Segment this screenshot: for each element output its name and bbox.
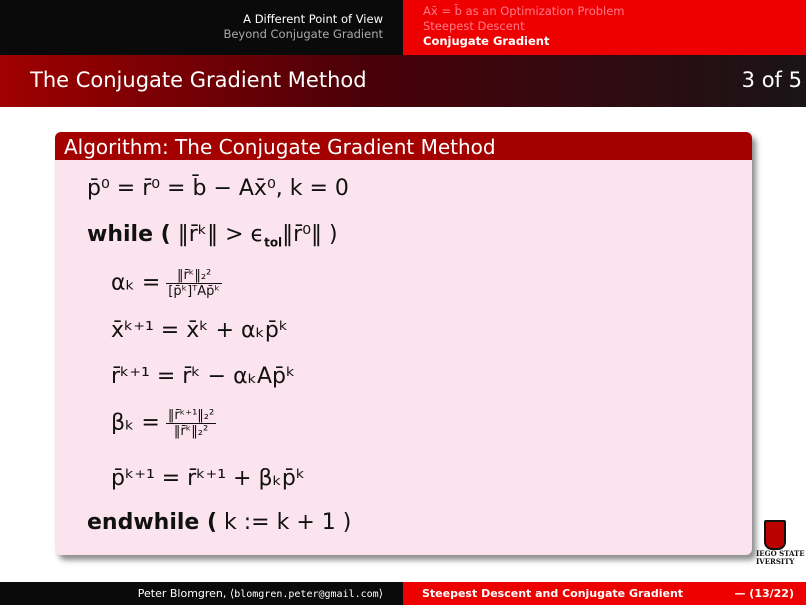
section-current[interactable]: A Different Point of View	[243, 12, 383, 26]
subsection-conjugate-gradient[interactable]: Conjugate Gradient	[423, 34, 550, 48]
subsection-optimization[interactable]: Ax̄ = b̄ as an Optimization Problem	[423, 4, 625, 18]
tol-subscript: tol	[264, 235, 283, 250]
beta-denominator: ‖r̄ᵏ‖₂²	[173, 424, 209, 439]
beta-line	[111, 408, 216, 439]
r-update-line: r̄ᵏ⁺¹ = r̄ᵏ − αₖAp̄ᵏ	[111, 364, 296, 389]
alpha-denominator: [p̄ᵏ]ᵀAp̄ᵏ	[168, 284, 220, 299]
init-line: p̄⁰ = r̄⁰ = b̄ − Ax̄⁰, k = 0	[87, 176, 349, 201]
endwhile-expression: k := k + 1 )	[217, 510, 352, 535]
presentation-title: Steepest Descent and Conjugate Gradient	[422, 587, 684, 600]
university-logo	[756, 520, 806, 566]
footer-author	[0, 582, 403, 605]
frame-page: 3 of 5	[741, 68, 802, 92]
slide-number: — (13/22)	[734, 587, 794, 600]
algorithm-title: Algorithm: The Conjugate Gradient Method	[55, 132, 752, 160]
beta-lhs: βₖ =	[111, 410, 160, 436]
footer-title	[403, 582, 806, 605]
beta-numerator: ‖r̄ᵏ⁺¹‖₂²	[167, 408, 215, 423]
alpha-numerator: ‖r̄ᵏ‖₂²	[166, 268, 222, 284]
endwhile-line	[87, 510, 351, 535]
endwhile-keyword: endwhile (	[87, 510, 218, 535]
while-condition-end: ‖r̄⁰‖ )	[282, 222, 338, 247]
header-sections	[0, 0, 403, 55]
alpha-lhs: αₖ =	[111, 270, 161, 296]
logo-text: IEGO STATE IVERSITY	[756, 549, 805, 566]
while-line	[87, 222, 338, 249]
alpha-fraction	[166, 268, 222, 299]
while-condition: ‖r̄ᵏ‖ > ϵ	[170, 222, 265, 247]
author-name: Peter Blomgren, ⟨	[137, 587, 235, 600]
frame-titlebar	[0, 55, 806, 107]
author-email: blomgren.peter@gmail.com	[234, 589, 379, 600]
beta-fraction	[166, 408, 216, 439]
x-update-line: x̄ᵏ⁺¹ = x̄ᵏ + αₖp̄ᵏ	[111, 318, 289, 343]
frame-title: The Conjugate Gradient Method	[30, 68, 367, 92]
subsection-steepest-descent[interactable]: Steepest Descent	[423, 19, 525, 33]
p-update-line: p̄ᵏ⁺¹ = r̄ᵏ⁺¹ + βₖp̄ᵏ	[111, 466, 306, 491]
section-other[interactable]: Beyond Conjugate Gradient	[223, 27, 383, 41]
header-subsections	[403, 0, 806, 55]
while-keyword: while (	[87, 222, 171, 247]
algorithm-block	[55, 132, 752, 555]
email-bracket: ⟩	[378, 587, 383, 600]
alpha-line	[111, 268, 222, 299]
shield-icon	[764, 520, 786, 550]
